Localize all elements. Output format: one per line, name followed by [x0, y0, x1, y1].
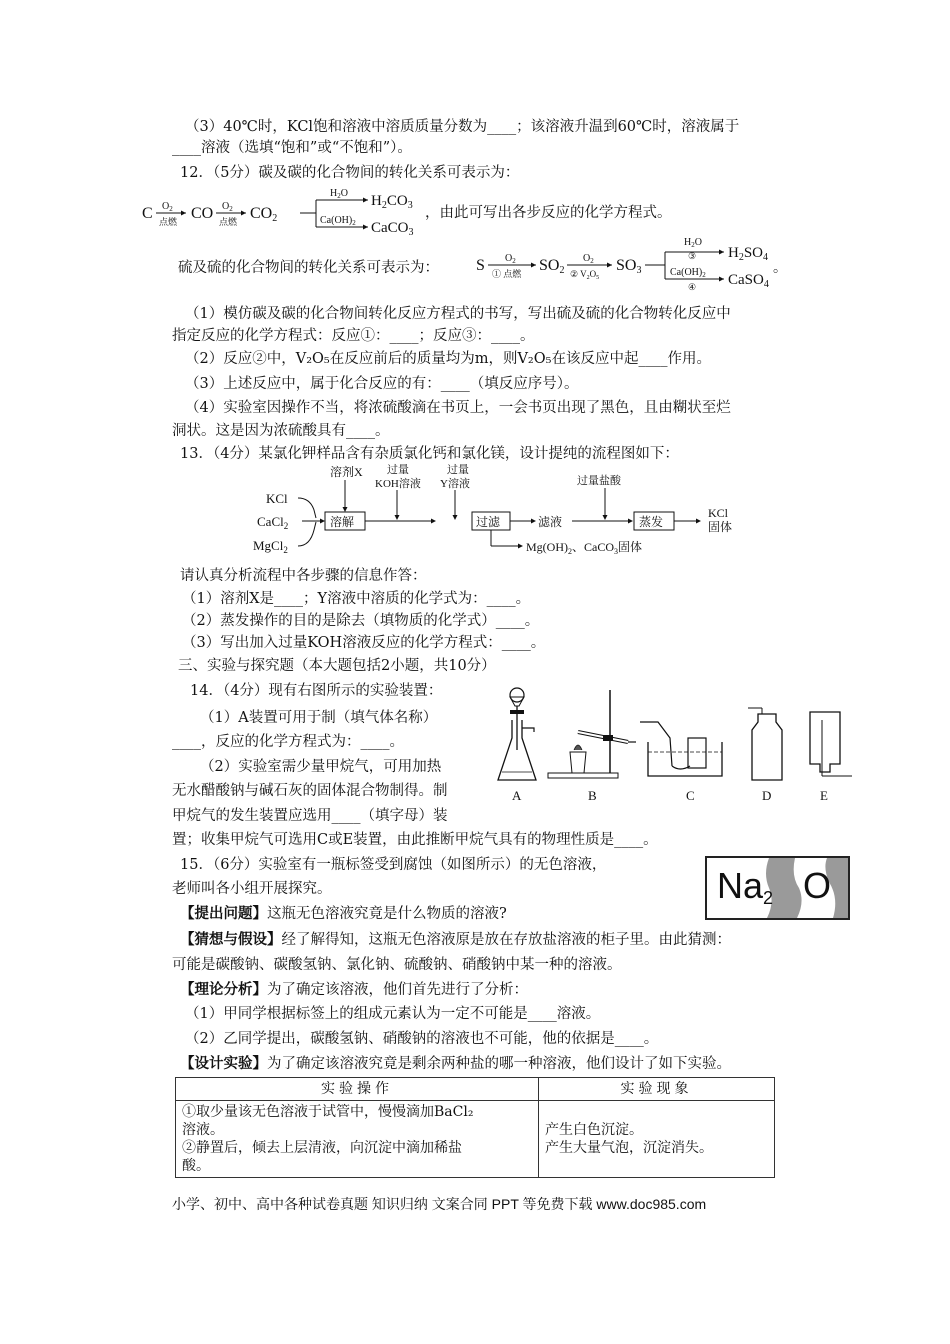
q12-carbon-tail: ，由此可写出各步反应的化学方程式。: [425, 205, 672, 221]
q12-part4-line2: 洞状。这是因为浓硫酸具有____。: [172, 423, 390, 439]
q15-hypothesis-2: 可能是碳酸钠、碳酸氢钠、氯化钠、硫酸钠、硝酸钠中某一种的溶液。: [172, 957, 622, 973]
q12-part3: （3）上述反应中，属于化合反应的有：____（填反应序号）。: [185, 376, 579, 392]
svg-text:O2: $O_2$: [222, 201, 233, 213]
q15-theory-1: （1）甲同学根据标签上的组成元素认为一定不可能是____溶液。: [185, 1006, 601, 1022]
svg-text:C: C: [686, 788, 695, 803]
svg-text:CaCO3: CaCO$_3$: [371, 220, 414, 238]
svg-text:过量盐酸: 过量盐酸: [577, 475, 621, 487]
experiment-table: [175, 1077, 775, 1178]
q15-theory-2: （2）乙同学提出，碳酸氢钠、硝酸钠的溶液也不可能，他的依据是____。: [185, 1031, 659, 1047]
q13-part3: （3）写出加入过量KOH溶液反应的化学方程式：____。: [182, 635, 546, 651]
q15-intro-a: 15．（6分）实验室有一瓶标签受到腐蚀（如图所示）的无色溶液，: [180, 857, 607, 873]
svg-text:CaCl2: CaCl$_2$: [257, 514, 289, 531]
svg-text:溶剂X: 溶剂X: [330, 465, 363, 479]
svg-text:O2: $O_2$: [583, 253, 594, 265]
svg-text:③: ③: [688, 251, 697, 261]
svg-text:KCl: KCl: [266, 491, 288, 506]
q12-sulfur-intro: 硫及硫的化合物间的转化关系可表示为：: [178, 260, 439, 276]
q12-part4-line1: （4）实验室因操作不当，将浓硫酸滴在书页上，一会书页出现了黑色，且由糊状至烂: [185, 400, 731, 416]
q15-question: 【提出问题】这瓶无色溶液究竟是什么物质的溶液?: [180, 905, 507, 922]
q11-part3-line2: ____溶液（选填“饱和”或“不饱和”）。: [172, 140, 412, 156]
svg-text:固体: 固体: [708, 520, 733, 534]
q12-part1-line1: （1）模仿碳及碳的化合物间转化反应方程式的书写，写出硫及硫的化合物转化反应中: [185, 306, 731, 322]
svg-text:KCl: KCl: [708, 506, 729, 520]
svg-text:B: B: [588, 788, 597, 803]
svg-text:D: D: [762, 788, 772, 803]
q13-ask: 请认真分析流程中各步骤的信息作答：: [180, 568, 427, 584]
q13-part2: （2）蒸发操作的目的是除去（填物质的化学式）____。: [182, 613, 540, 629]
sulfur-conversion-chain: [472, 232, 787, 298]
svg-text:② V2O5: ② $V_2O_5$: [570, 269, 600, 281]
table-phenomena: 产生白色沉淀。 产生大量气泡，沉淀消失。: [539, 1101, 775, 1178]
svg-text:E: E: [820, 788, 828, 803]
svg-text:Ca(OH)2: $Ca(OH)_2$: [670, 267, 706, 279]
table-operations: ①取少量该无色溶液于试管中，慢慢滴加BaCl₂ 溶液。 ②静置后，倾去上层清液，向沉淀中滴加稀盐 酸。: [176, 1101, 539, 1178]
q15-theory: 【理论分析】为了确定该溶液，他们首先进行了分析：: [180, 981, 528, 998]
svg-text:。: 。: [773, 261, 787, 276]
q12-intro: 12．（5分）碳及碳的化合物间的转化关系可表示为：: [180, 165, 520, 181]
apparatus-c: [640, 722, 722, 803]
label-na: Na: [717, 865, 764, 906]
q11-part3-line1: （3）40℃时，KCl饱和溶液中溶质质量分数为____；该溶液升温到60℃时，溶液属于: [185, 119, 740, 135]
svg-text:S: S: [476, 257, 485, 274]
table-header-phenomenon: 实验现象: [539, 1078, 775, 1101]
apparatus-e: [810, 712, 852, 803]
carbon-conversion-chain: [140, 180, 440, 246]
q15-design: 【设计实验】为了确定该溶液究竟是剩余两种盐的哪一种溶液，他们设计了如下实验。: [180, 1055, 731, 1072]
svg-text:H2SO4: $H_2SO_4$: [728, 245, 769, 263]
svg-text:④: ④: [688, 282, 697, 292]
q12-part1-line2: 指定反应的化学方程式：反应①：____；反应③：____。: [172, 328, 535, 344]
q14-part2-b: 无水醋酸钠与碱石灰的固体混合物制得。制: [172, 783, 448, 799]
chain-c: C: [142, 205, 153, 222]
svg-text:CO2: CO2: [250, 205, 278, 224]
table-header-operation: 实验操作: [176, 1078, 539, 1101]
purification-flowchart: [250, 460, 750, 564]
q14-part2-a: （2）实验室需少量甲烷气，可用加热: [200, 759, 442, 775]
svg-text:KOH溶液: KOH溶液: [375, 478, 421, 490]
svg-text:过量: 过量: [387, 464, 409, 476]
svg-text:Y溶液: Y溶液: [440, 478, 470, 490]
svg-text:溶解: 溶解: [330, 515, 355, 529]
q15-hypothesis: 【猜想与假设】经了解得知，这瓶无色溶液原是放在存放盐溶液的柜子里。由此猜测：: [180, 931, 731, 948]
svg-text:H2O: $H_2O$: [330, 188, 348, 200]
apparatus-a: [498, 688, 536, 803]
svg-text:H2CO3: $H_2CO_3$: [371, 193, 413, 211]
page-footer: 小学、初中、高中各种试卷真题 知识归纳 文案合同 PPT 等免费下载 www.doc985.com: [172, 1196, 707, 1212]
svg-text:滤液: 滤液: [538, 515, 563, 529]
svg-text:A: A: [512, 788, 522, 803]
svg-text:H2O: $H_2O$: [684, 237, 702, 249]
svg-text:Ca(OH)2: $Ca(OH)_2$: [320, 215, 356, 227]
svg-text:Mg(OH)2、CaCO3固体: $Mg(OH)_2$、CaCO$_3$固体: [526, 540, 643, 556]
svg-text:过滤: 过滤: [476, 515, 501, 529]
svg-text:CO: CO: [191, 205, 214, 222]
svg-text:O2: $O_2$: [162, 201, 173, 213]
section-3-heading: 三、实验与探究题（本大题包括2小题，共10分）: [178, 658, 496, 674]
label-o: O: [803, 865, 832, 906]
q14-part2-d: 置；收集甲烷气可选用C或E装置，由此推断甲烷气具有的物理性质是____。: [172, 832, 658, 848]
svg-text:MgCl2: MgCl$_2$: [253, 538, 288, 555]
svg-text:蒸发: 蒸发: [639, 515, 664, 529]
apparatus-b: [548, 690, 636, 803]
svg-text:SO3: SO3: [616, 257, 642, 276]
svg-text:过量: 过量: [447, 464, 469, 476]
lab-apparatus-figure: [490, 680, 865, 814]
svg-text:点燃: 点燃: [219, 217, 238, 227]
svg-text:CaSO4: CaSO$_4$: [728, 272, 769, 290]
q14-part1-a: （1）A装置可用于制（填气体名称）: [200, 710, 438, 726]
q12-part2: （2）反应②中，V₂O₅在反应前后的质量均为m，则V₂O₅在该反应中起____作用。: [185, 351, 711, 367]
q15-intro-b: 老师叫各小组开展探究。: [172, 881, 332, 897]
label-subscript: 2: [763, 888, 774, 908]
svg-text:点燃: 点燃: [159, 217, 178, 227]
q13-part1: （1）溶剂X是____；Y溶液中溶质的化学式为：____。: [182, 591, 531, 607]
q14-part2-c: 甲烷气的发生装置应选用____（填字母）装: [172, 808, 448, 824]
svg-text:SO2: SO2: [539, 257, 565, 276]
svg-text:① 点燃: ① 点燃: [492, 269, 522, 279]
q14-part1-b: ____，反应的化学方程式为：____。: [172, 734, 404, 750]
q13-intro: 13．（4分）某氯化钾样品含有杂质氯化钙和氯化镁，设计提纯的流程图如下：: [180, 446, 679, 462]
q14-intro: 14．（4分）现有右图所示的实验装置：: [190, 683, 443, 699]
corroded-label-image: [705, 856, 850, 920]
apparatus-d: [748, 708, 782, 803]
svg-text:O2: $O_2$: [505, 253, 516, 265]
